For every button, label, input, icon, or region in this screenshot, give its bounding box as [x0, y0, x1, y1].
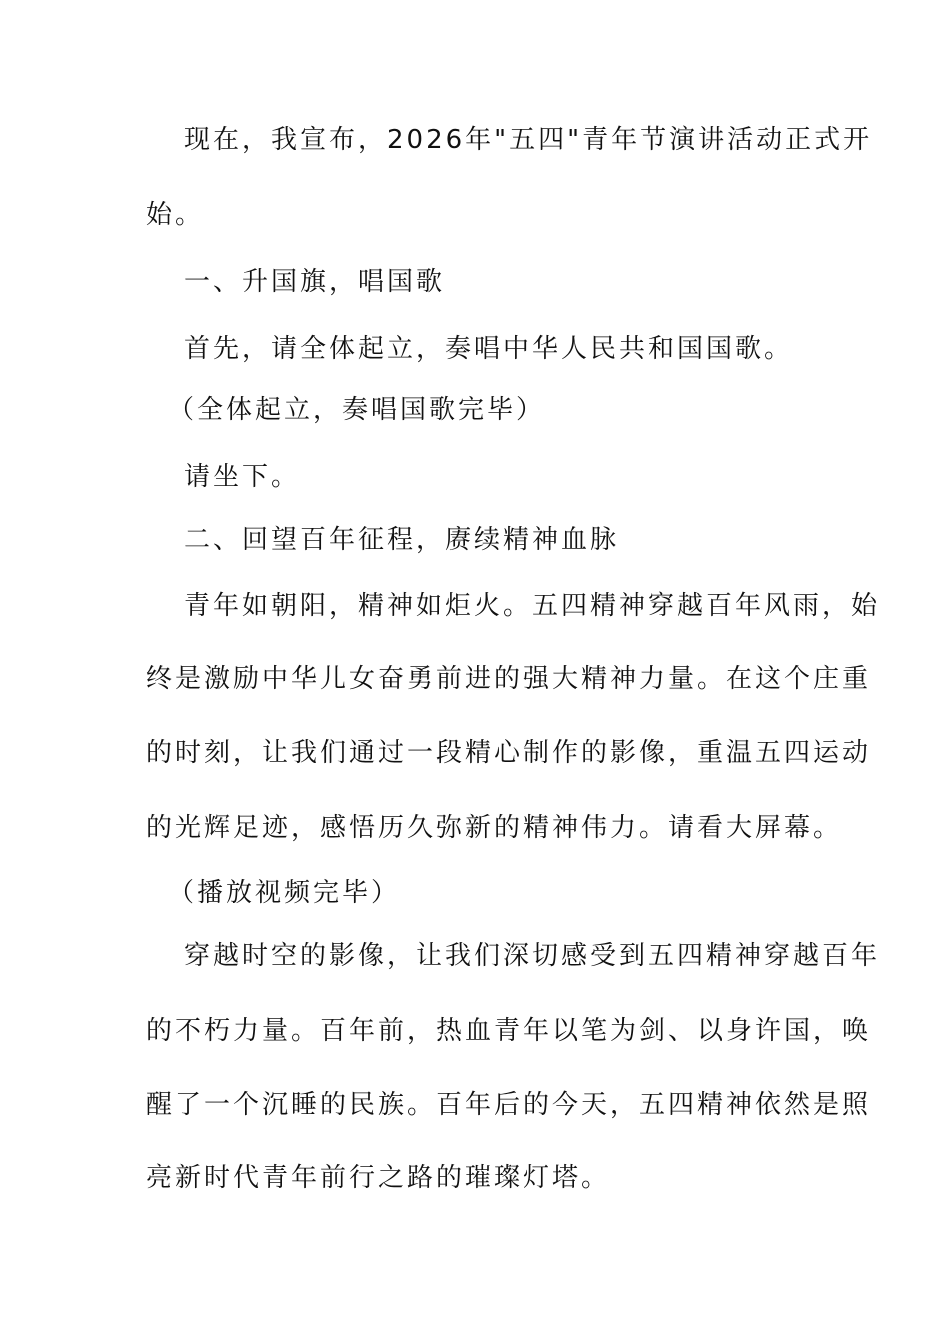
text-line: 现在，我宣布，2026年"五四"青年节演讲活动正式开 [184, 125, 873, 155]
stage-direction: （全体起立，奏唱国歌完毕） [168, 395, 546, 425]
text-line: 首先，请全体起立，奏唱中华人民共和国国歌。 [184, 334, 794, 364]
text-line: 醒了一个沉睡的民族。百年后的今天，五四精神依然是照 [146, 1090, 872, 1120]
section-heading: 二、回望百年征程，赓续精神血脉 [184, 525, 620, 555]
text-line: 的不朽力量。百年前，热血青年以笔为剑、以身许国，唤 [146, 1016, 872, 1046]
text-line: 始。 [146, 200, 205, 230]
text-line: 的时刻，让我们通过一段精心制作的影像，重温五四运动 [146, 738, 872, 768]
section-heading: 一、升国旗，唱国歌 [184, 267, 446, 297]
text-line: 的光辉足迹，感悟历久弥新的精神伟力。请看大屏幕。 [146, 813, 843, 843]
text-line: 请坐下。 [184, 462, 301, 492]
text-line: 亮新时代青年前行之路的璀璨灯塔。 [146, 1163, 611, 1193]
text-line: 穿越时空的影像，让我们深切感受到五四精神穿越百年 [184, 941, 881, 971]
text-line: 终是激励中华儿女奋勇前进的强大精神力量。在这个庄重 [146, 664, 872, 694]
text-line: 青年如朝阳，精神如炬火。五四精神穿越百年风雨，始 [184, 591, 881, 621]
stage-direction: （播放视频完毕） [168, 878, 401, 908]
